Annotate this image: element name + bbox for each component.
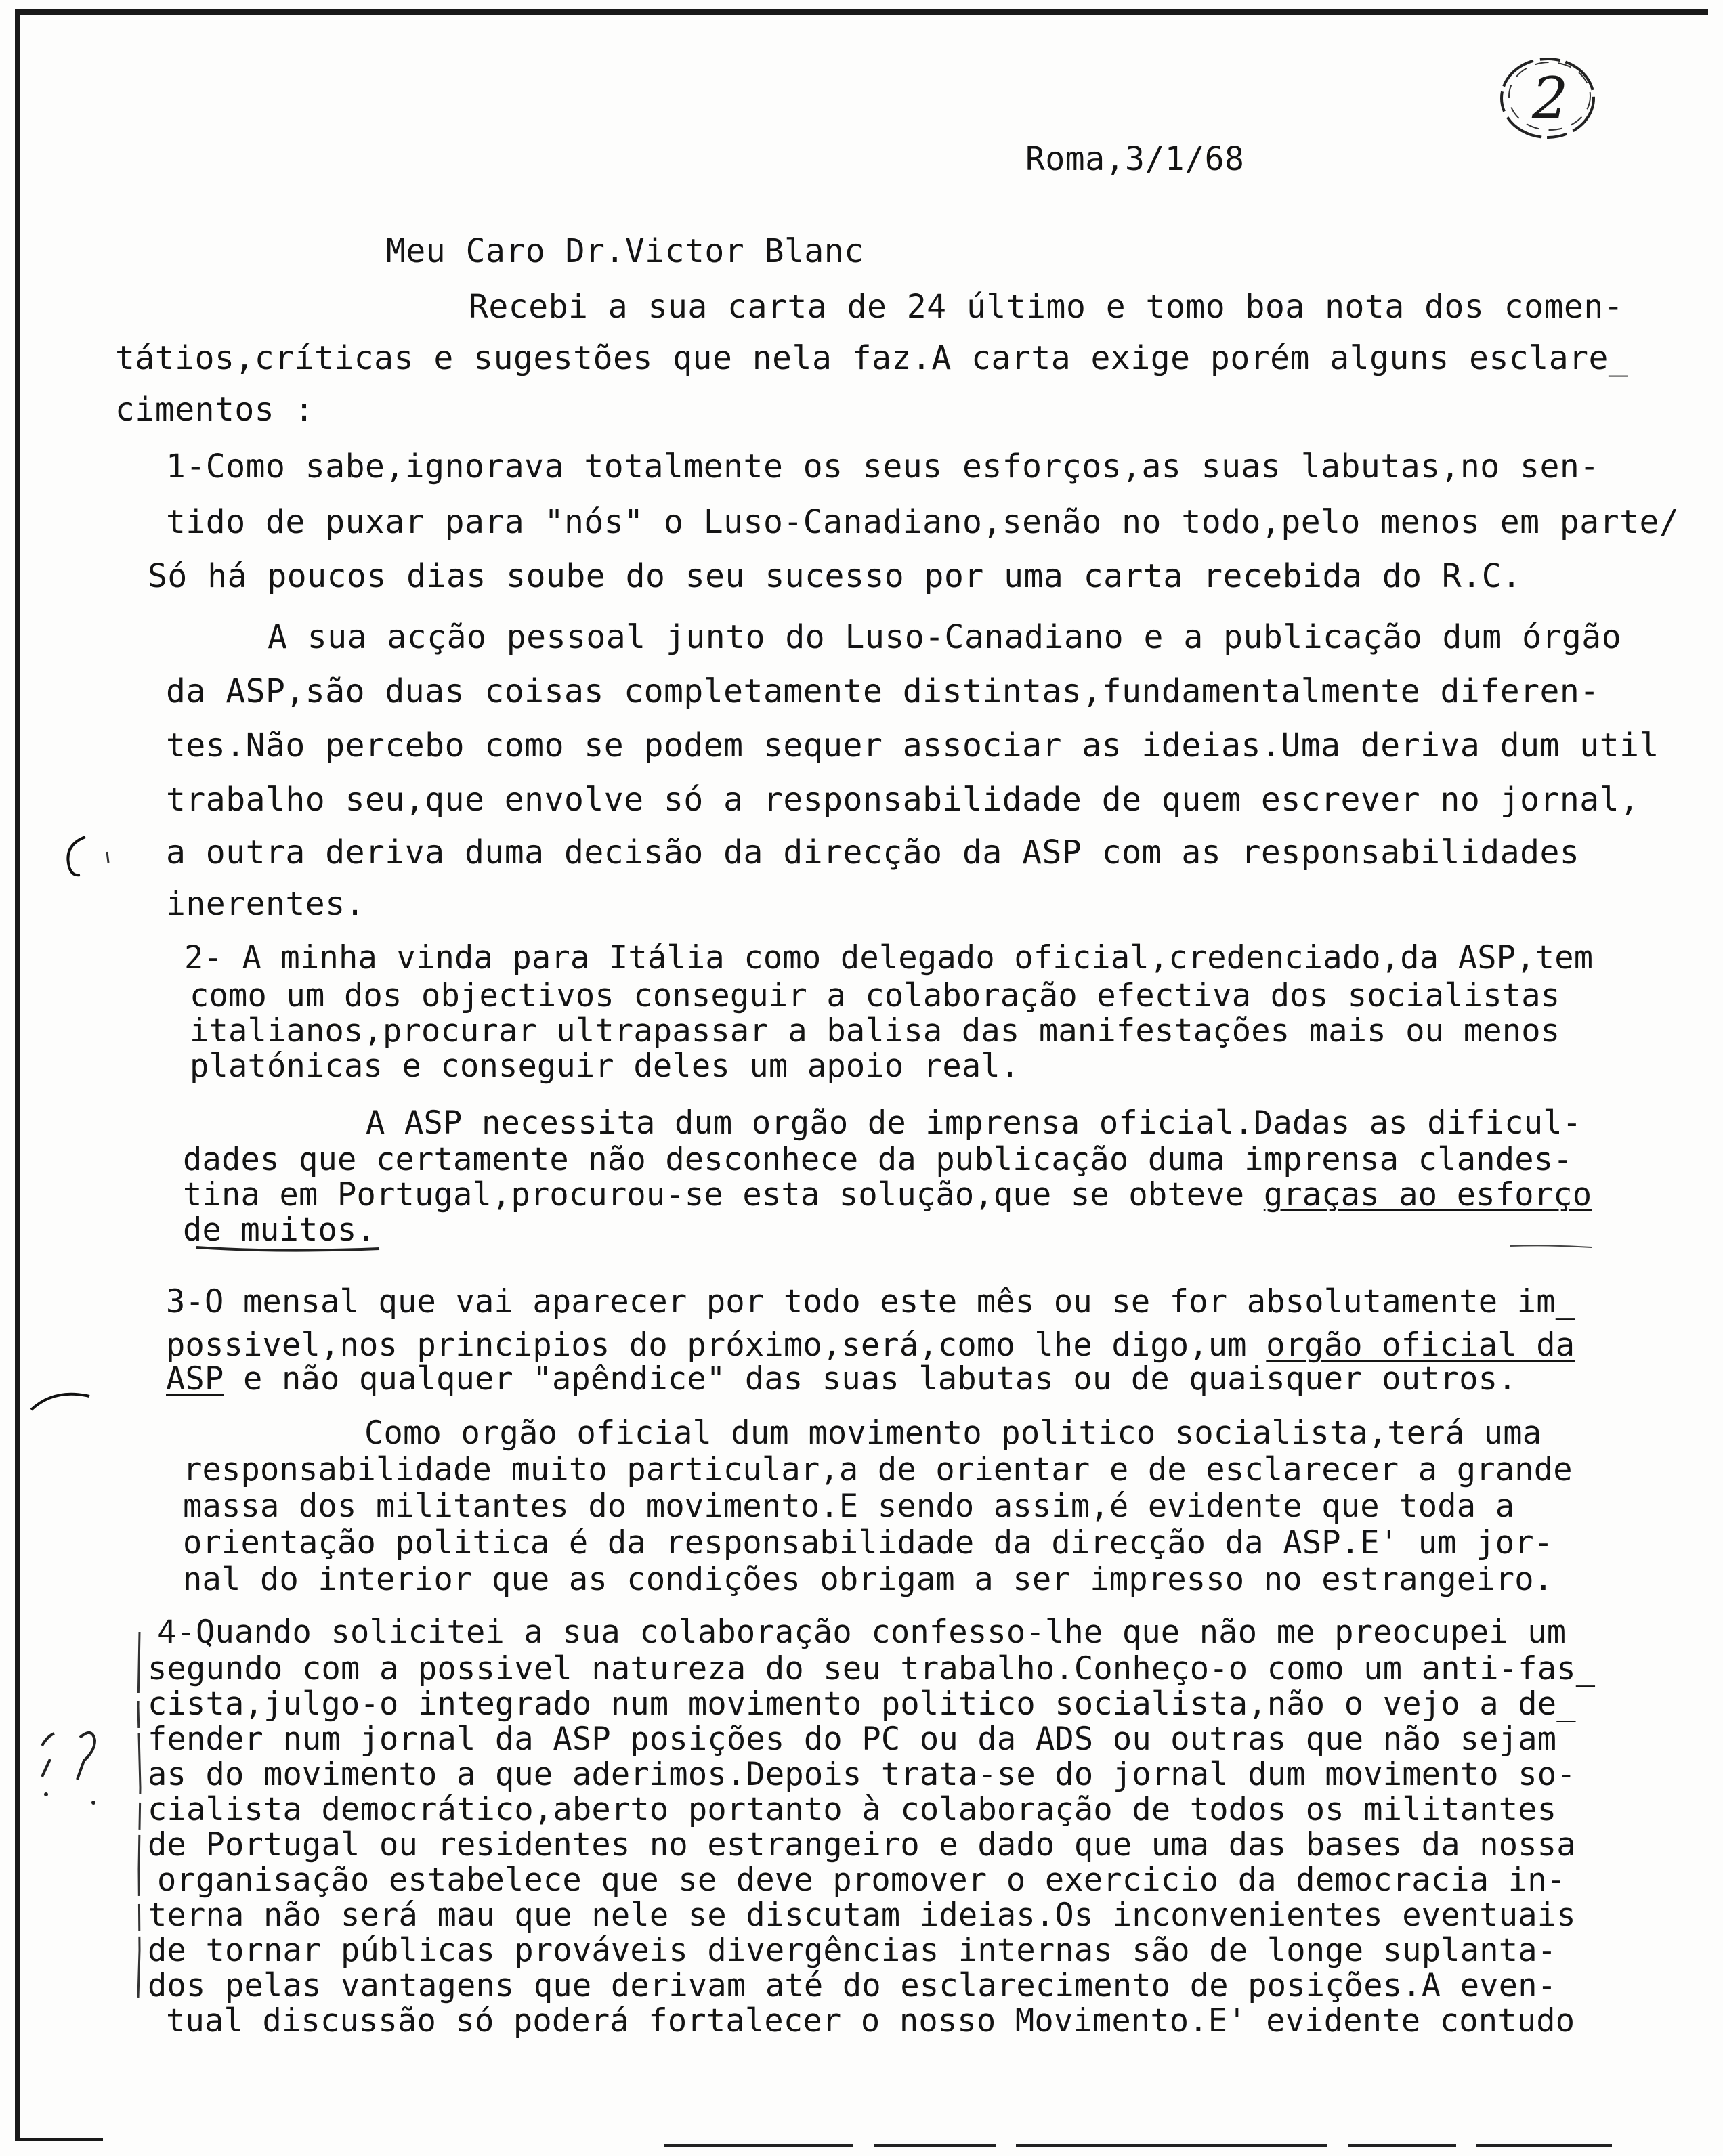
item-1-line: 1-Como sabe,ignorava totalmente os seus esforços,as suas labutas,no sen- — [166, 448, 1600, 486]
page-number-stamp — [1490, 47, 1605, 149]
bottom-rule — [1348, 2144, 1456, 2147]
dateline: Roma,3/1/68 — [1025, 140, 1245, 178]
item-2-line: como um dos objectivos conseguir a colaboração efectiva dos socialistas — [190, 977, 1560, 1014]
bottom-rule — [1016, 2144, 1327, 2147]
item-2-para2-line-3 — [183, 1177, 1592, 1213]
page-number: 2 — [1532, 65, 1569, 131]
page-border-bottom — [15, 2138, 103, 2141]
item-4-line: as do movimento a que aderimos.Depois trata-se do jornal dum movimento so- — [148, 1756, 1576, 1793]
item-2-line: 2- A minha vinda para Itália como delegado oficial,credenciado,da ASP,tem — [184, 939, 1594, 976]
item-3-para2-line: nal do interior que as condições obrigam a ser impresso no estrangeiro. — [183, 1561, 1554, 1598]
item-4-line: 4-Quando solicitei a sua colaboração confesso-lhe que não me preocupei um — [157, 1614, 1567, 1651]
item-1-line: Só há poucos dias soube do seu sucesso por uma carta recebida do R.C. — [148, 557, 1522, 595]
item-3-para2-line: Como orgão oficial dum movimento politico socialista,terá uma — [364, 1415, 1542, 1452]
item-1-para2-line: tes.Não percebo como se podem sequer associar as ideias.Uma deriva dum util — [166, 727, 1659, 764]
item-4-line: segundo com a possivel natureza do seu trabalho.Conheço-o como um anti-fas_ — [148, 1650, 1596, 1687]
underlined-phrase: graças ao esforço — [1263, 1176, 1592, 1213]
item-4-line: fender num jornal da ASP posições do PC ou da ADS ou outras que não sejam — [148, 1721, 1557, 1758]
margin-tick-mark — [27, 1379, 102, 1419]
item-2-para2-line: dades que certamente não desconhece da publicação duma imprensa clandes- — [183, 1141, 1573, 1178]
margin-bracket-mark — [60, 832, 121, 886]
page-border-top — [19, 9, 1708, 15]
item-2-para2-text: tina em Portugal,procurou-se esta solução,que se obteve — [183, 1176, 1264, 1213]
item-3-text: possivel,nos principios do próximo,será,como lhe digo,um — [166, 1327, 1267, 1364]
item-4-line: de Portugal ou residentes no estrangeiro e dado que uma das bases da nossa — [148, 1826, 1576, 1863]
item-2-line: italianos,procurar ultrapassar a balisa das manifestações mais ou menos — [190, 1012, 1560, 1050]
item-1-para2-line: inerentes. — [166, 885, 365, 923]
item-3-para2-line: responsabilidade muito particular,a de orientar e de esclarecer a grande — [183, 1451, 1573, 1488]
item-4-line: cialista democrático,aberto portanto à colaboração de todos os militantes — [148, 1791, 1557, 1828]
item-1-para2-line: trabalho seu,que envolve só a responsabilidade de quem escrever no jornal, — [166, 781, 1640, 819]
item-1-para2-line: da ASP,são duas coisas completamente distintas,fundamentalmente diferen- — [166, 672, 1600, 710]
item-1-para2-line: a outra deriva duma decisão da direcção da ASP com as responsabilidades — [166, 834, 1580, 871]
item-3-line-3 — [166, 1361, 1517, 1398]
margin-question-marks — [27, 1706, 115, 1808]
underlined-phrase: orgão oficial da — [1266, 1327, 1575, 1364]
salutation: Meu Caro Dr.Victor Blanc — [386, 232, 864, 270]
item-4-line: de tornar públicas prováveis divergências internas são de longe suplanta- — [148, 1932, 1557, 1969]
item-4-line: cista,julgo-o integrado num movimento politico socialista,não o vejo a de_ — [148, 1685, 1576, 1723]
item-3-line-2 — [166, 1327, 1575, 1364]
intro-line: tátios,críticas e sugestões que nela faz.A carta exige porém alguns esclare_ — [115, 339, 1629, 377]
intro-line: Recebi a sua carta de 24 último e tomo boa nota dos comen- — [469, 288, 1624, 326]
item-3-line: 3-O mensal que vai aparecer por todo este mês ou se for absolutamente im_ — [166, 1283, 1575, 1320]
item-4-line: terna não será mau que nele se discutam ideias.Os inconvenientes eventuais — [148, 1897, 1576, 1934]
item-4-line: organisação estabelece que se deve promover o exercicio da democracia in- — [157, 1861, 1567, 1899]
item-2-para2-line: A ASP necessita dum orgão de imprensa oficial.Dadas as dificul- — [366, 1104, 1582, 1142]
item-3-para2-line: massa dos militantes do movimento.E sendo assim,é evidente que toda a — [183, 1488, 1515, 1525]
margin-vertical-line — [133, 1625, 146, 2004]
intro-line: cimentos : — [115, 391, 314, 429]
page-border-left — [15, 9, 20, 2141]
item-3-text: e não qualquer "apêndice" das suas labutas ou de quaisquer outros. — [224, 1360, 1517, 1398]
bottom-rule — [1476, 2144, 1612, 2147]
item-4-line: dos pelas vantagens que derivam até do esclarecimento de posições.A even- — [148, 1967, 1557, 2004]
item-2-para2-line: de muitos. — [183, 1211, 376, 1249]
hand-underline-stroke — [196, 1239, 1632, 1259]
underlined-phrase: ASP — [166, 1360, 224, 1398]
item-3-para2-line: orientação politica é da responsabilidade da direcção da ASP.E' um jor- — [183, 1524, 1554, 1561]
item-1-line: tido de puxar para "nós" o Luso-Canadiano,senão no todo,pelo menos em parte/ — [166, 503, 1680, 541]
item-4-line: tual discussão só poderá fortalecer o nosso Movimento.E' evidente contudo — [166, 2002, 1575, 2040]
item-2-line: platónicas e conseguir deles um apoio real. — [190, 1048, 1020, 1085]
item-1-para2-line: A sua acção pessoal junto do Luso-Canadiano e a publicação dum órgão — [268, 618, 1622, 656]
bottom-rule — [664, 2144, 853, 2147]
bottom-rule — [874, 2144, 996, 2147]
